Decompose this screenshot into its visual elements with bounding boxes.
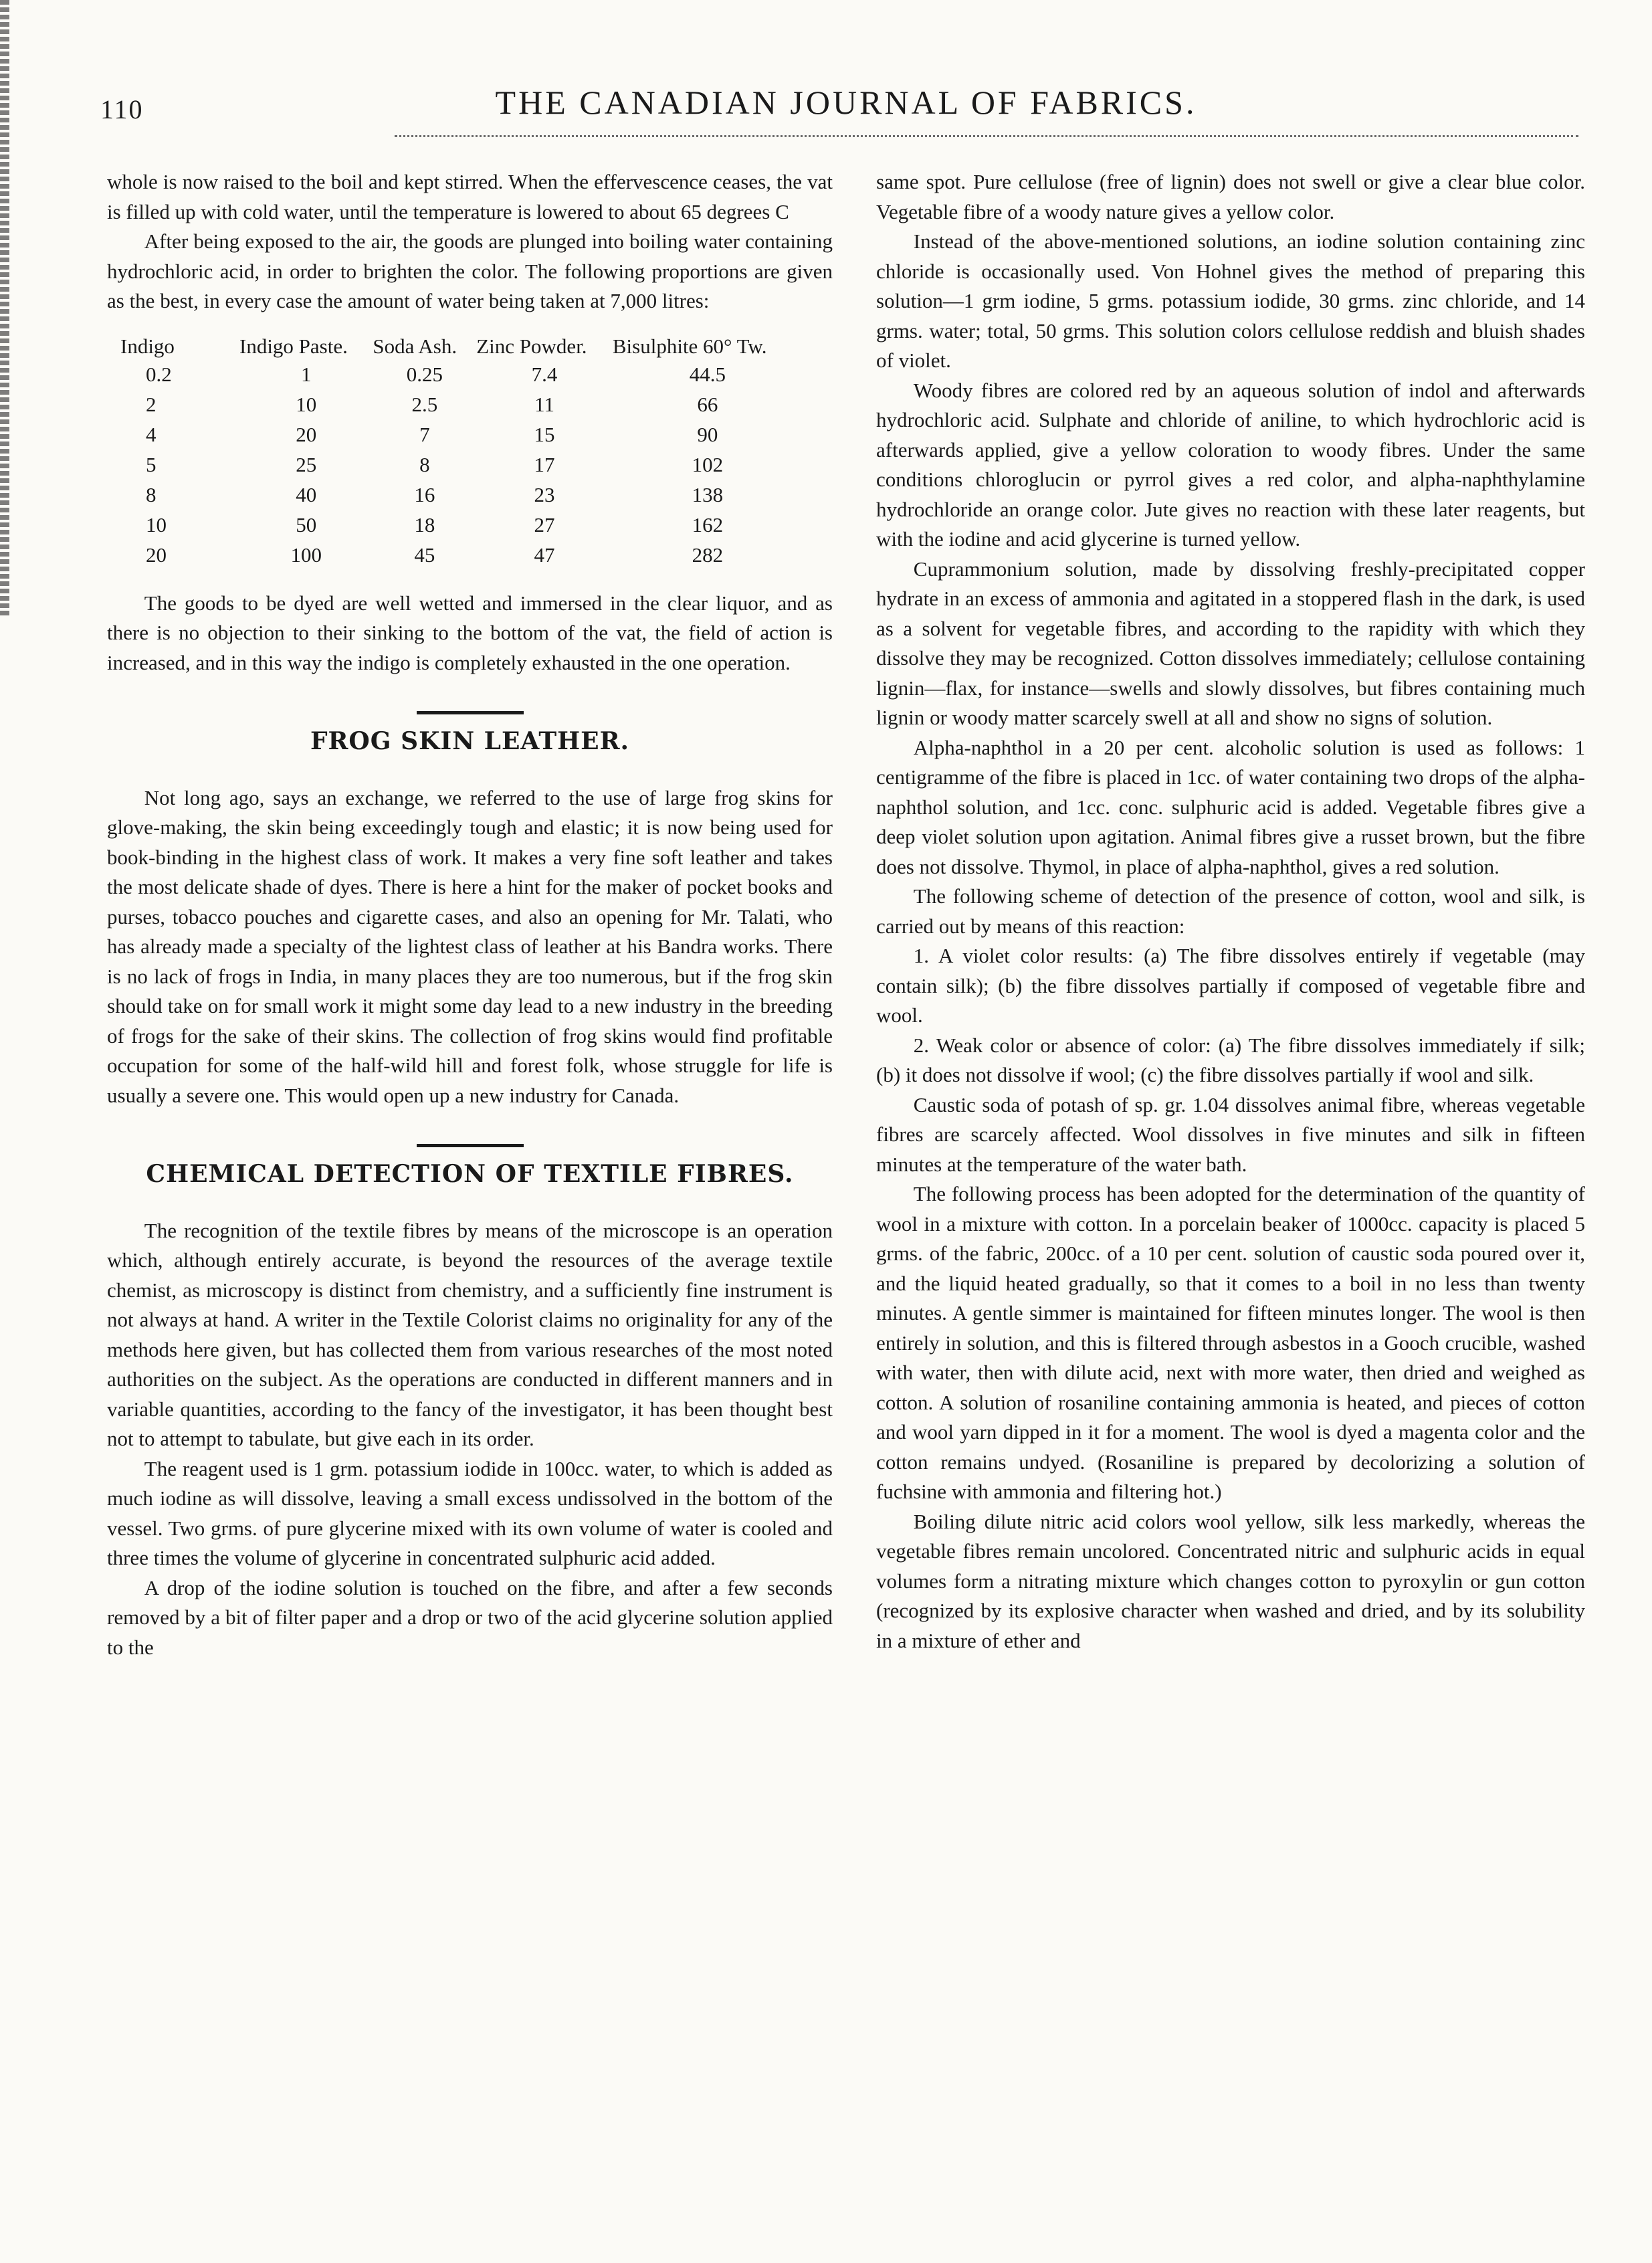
table-cell: 2.5: [411, 392, 438, 416]
paragraph: same spot. Pure cellulose (free of lignin) does not swell or give a clear blue color. Vegetable fibre of a woody nature gives a yellow color.: [876, 170, 1585, 223]
table-cell: 102: [692, 452, 724, 476]
table-cell: 44.5: [689, 362, 726, 386]
table-cell: 4: [146, 422, 157, 446]
table-cell: 20: [146, 543, 167, 567]
section-divider: [417, 1144, 524, 1147]
column-header: Zinc Powder.: [476, 334, 587, 358]
table-header-row: [120, 334, 803, 359]
table-cell: 10: [296, 392, 317, 416]
table-cell: 17: [534, 452, 555, 476]
paragraph: The following process has been adopted for the determination of the quantity of wool in a mixture with cotton. In a porcelain beaker of 1000cc. capacity is placed 5 grms. of the fabric, 200cc. of a 10 per cent. solution of caustic soda poured over it, and the liquid heated gradually, so that it comes to a boil in no less than twenty minutes. A gentle simmer is maintained for fifteen minutes longer. The wool is then entirely in solution, and this is filtered through asbestos in a Gooch crucible, washed with water, then with dilute acid, next with more water, then dried and weighed as cotton. A solution of rosaniline containing ammonia is heated, and pieces of cotton and wool yarn dipped in it for a moment. The wool is dyed a magenta color and the cotton remains undyed. (Rosaniline is prepared by decolorizing a solution of fuchsine with ammonia and filtering hot.): [876, 1182, 1585, 1503]
table-cell: 0.25: [406, 362, 443, 386]
header-rule: [395, 135, 1578, 137]
paragraph: Not long ago, says an exchange, we referred to the use of large frog skins for glove-making, the skin being exceedingly tough and elastic; it is now being used for book-binding in the highest class of work. It makes a very fine soft leather and takes the most delicate shade of dyes. There is here a hint for the maker of pocket books and purses, tobacco pouches and cigarette cases, and also an opening for Mr. Talati, who has already made a specialty of the lightest class of leather at his Bandra works. There is no lack of frogs in India, in many places they are too numerous, but if the frog skin should take on for small work it might some day lead to a new industry in the breeding of frogs for the sake of their skins. The collection of frog skins would find profitable occupation for some of the half-wild hill and forest folk, whose struggle for life is usually a severe one. This would open up a new industry for Canada.: [107, 785, 833, 1107]
paragraph: Caustic soda of potash of sp. gr. 1.04 dissolves animal fibre, whereas vegetable fibres are scarcely affected. Wool dissolves in five minutes and silk in fifteen minutes at the temperature of the water bath.: [876, 1092, 1585, 1176]
table-cell: 162: [692, 512, 724, 536]
table-cell: 90: [697, 422, 718, 446]
table-cell: 20: [296, 422, 317, 446]
paragraph: The goods to be dyed are well wetted and immersed in the clear liquor, and as there is no objection to their sinking to the bottom of the vat, the field of action is increased, and in this way the indigo is completely exhausted in the one operation.: [107, 591, 833, 674]
table-cell: 23: [534, 482, 555, 506]
table-cell: 282: [692, 543, 724, 567]
table-cell: 45: [414, 543, 435, 567]
table-cell: 138: [692, 482, 724, 506]
table-cell: 100: [290, 543, 322, 567]
page-number: 110: [100, 94, 144, 124]
section-heading-frog-skin: FROG SKIN LEATHER.: [310, 727, 630, 755]
table-row: [120, 359, 803, 389]
table-cell: 7: [419, 422, 430, 446]
table-cell: 7.4: [531, 362, 558, 386]
paragraph: The recognition of the textile fibres by means of the microscope is an operation which, although entirely accurate, is beyond the resources of the average textile chemist, as microscopy is distinct from chemistry, and a sufficiently fine instrument is not always at hand. A writer in the Textile Colorist claims no originality for any of the methods here given, but has collected them from various researches of the most noted authorities on the subject. As the operations are conducted in different manners and in variable quantities, according to the fancy of the investigator, it has been thought best not to attempt to tabulate, but give each in its order.: [107, 1218, 833, 1450]
table-cell: 0.2: [146, 362, 172, 386]
table-cell: 1: [300, 362, 312, 386]
table-cell: 2: [146, 392, 157, 416]
paragraph: Instead of the above-mentioned solutions, an iodine solution containing zinc chloride is occasionally used. Von Hohnel gives the method of preparing this solution—1 grm iodine, 5 grms. potassium iodide, 30 grms. zinc chloride, and 14 grms. water; total, 50 grms. This solution colors cellulose reddish and bluish shades of violet.: [876, 229, 1585, 372]
left-column: [107, 167, 833, 1662]
paragraph: The following scheme of detection of the presence of cotton, wool and silk, is carried out by means of this reaction:: [876, 884, 1585, 938]
table-cell: 5: [146, 452, 157, 476]
column-header: Indigo Paste.: [239, 334, 348, 358]
table-cell: 27: [534, 512, 555, 536]
paragraph: Cuprammonium solution, made by dissolving freshly-precipitated copper hydrate in an excess of ammonia and agitated in a stoppered flash in the dark, is used as a solvent for vegetable fibres, and according to the rapidity with which they dissolve they may be recognized. Cotton dissolves immediately; cellulose containing lignin—flax, for instance—swells and slowly dissolves, but fibres containing much lignin or woody matter scarcely swell at all and show no signs of solution.: [876, 557, 1585, 729]
paragraph: 1. A violet color results: (a) The fibre dissolves entirely if vegetable (may contain silk); (b) the fibre dissolves partially if composed of vegetable fibre and wool.: [876, 944, 1585, 1027]
paragraph: whole is now raised to the boil and kept stirred. When the effervescence ceases, the vat is filled up with cold water, until the temperature is lowered to about 65 degrees C: [107, 170, 833, 223]
column-header: Indigo: [120, 334, 175, 358]
indigo-proportions-table: [120, 334, 803, 570]
table-cell: 50: [296, 512, 317, 536]
paragraph: The reagent used is 1 grm. potassium iodide in 100cc. water, to which is added as much iodine as will dissolve, leaving a small excess undissolved in the bottom of the vessel. Two grms. of pure glycerine mixed with its own volume of water is cooled and three times the volume of glycerine in concentrated sulphuric acid added.: [107, 1456, 833, 1569]
table-row: [120, 480, 803, 510]
table-row: [120, 540, 803, 570]
table-cell: 18: [414, 512, 435, 536]
column-header: Soda Ash.: [373, 334, 457, 358]
section-divider: [417, 711, 524, 714]
table-cell: 25: [296, 452, 317, 476]
table-cell: 16: [414, 482, 435, 506]
page-header: [100, 79, 1592, 146]
table-cell: 10: [146, 512, 167, 536]
table-row: [120, 389, 803, 419]
column-header: Bisulphite 60° Tw.: [612, 334, 767, 358]
paragraph: After being exposed to the air, the goods are plunged into boiling water containing hydrochloric acid, in order to brighten the color. The following proportions are given as the best, in every case the amount of water being taken at 7,000 litres:: [107, 229, 833, 312]
paragraph: Boiling dilute nitric acid colors wool yellow, silk less markedly, whereas the vegetable fibres remain uncolored. Concentrated nitric and sulphuric acids in equal volumes form a nitrating mixture which changes cotton to pyroxylin or gun cotton (recognized by its explosive character when washed and dried, and by its solubility in a mixture of ether and: [876, 1509, 1585, 1652]
table-cell: 47: [534, 543, 555, 567]
table-row: [120, 510, 803, 540]
journal-title: THE CANADIAN JOURNAL OF FABRICS.: [495, 84, 1197, 121]
paragraph: A drop of the iodine solution is touched on the fibre, and after a few seconds removed by a bit of filter paper and a drop or two of the acid glycerine solution applied to the: [107, 1575, 833, 1659]
binding-edge-mark: [0, 0, 9, 615]
table-cell: 8: [146, 482, 157, 506]
paragraph: 2. Weak color or absence of color: (a) The fibre dissolves immediately if silk; (b) it does not dissolve if wool; (c) the fibre dissolves partially if wool and silk.: [876, 1033, 1585, 1086]
table-row: [120, 450, 803, 480]
table-cell: 66: [697, 392, 718, 416]
table-cell: 11: [534, 392, 554, 416]
table-cell: 15: [534, 422, 555, 446]
section-heading-chemical-detection: CHEMICAL DETECTION OF TEXTILE FIBRES.: [146, 1160, 794, 1188]
paragraph: Woody fibres are colored red by an aqueous solution of indol and afterwards hydrochloric acid. Sulphate and chloride of aniline, to which hydrochloric acid is afterwards applied, give a yellow coloration to woody fibres. Under the same conditions chloroglucin or pyrrol gives a red color, and alpha-naphthylamine hydrochloride an orange color. Jute gives no reaction with these later reagents, but with the iodine and acid glycerine is turned yellow.: [876, 378, 1585, 551]
table-row: [120, 419, 803, 450]
right-column: [876, 167, 1585, 1656]
paragraph: Alpha-naphthol in a 20 per cent. alcoholic solution is used as follows: 1 centigramme of the fibre is placed in 1cc. of water containing two drops of the alpha-naphthol solution, and 1cc. conc. sulphuric acid is added. Vegetable fibres give a deep violet solution upon agitation. Animal fibres give a russet brown, but the fibre does not dissolve. Thymol, in place of alpha-naphthol, gives a red solution.: [876, 735, 1585, 878]
table-cell: 8: [419, 452, 430, 476]
table-cell: 40: [296, 482, 317, 506]
